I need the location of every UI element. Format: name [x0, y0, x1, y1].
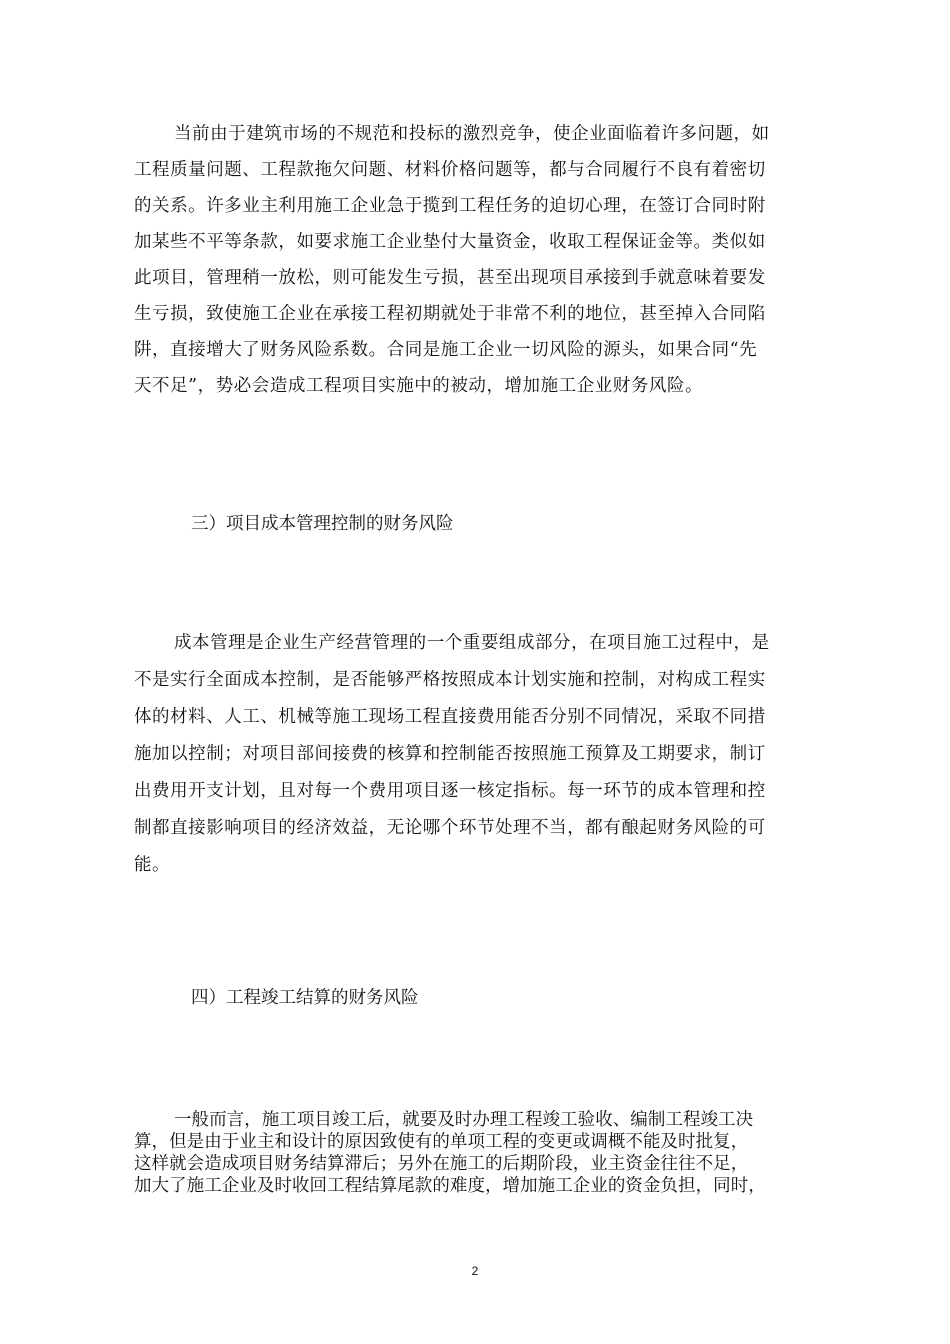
paragraph-line: 这样就会造成项目财务结算滞后；另外在施工的后期阶段，业主资金往往不足， — [134, 1154, 749, 1174]
section-heading-cost-management: 三）项目成本管理控制的财务风险 — [191, 514, 454, 534]
section-heading-completion-settlement: 四）工程竣工结算的财务风险 — [191, 988, 419, 1008]
paragraph-line: 不是实行全面成本控制，是否能够严格按照成本计划实施和控制，对构成工程实 — [134, 670, 766, 690]
page-number: 2 — [471, 1264, 479, 1278]
paragraph-line: 施加以控制；对项目部间接费的核算和控制能否按照施工预算及工期要求，制订 — [134, 744, 766, 764]
paragraph-line: 加大了施工企业及时收回工程结算尾款的难度，增加施工企业的资金负担，同时， — [134, 1176, 766, 1196]
paragraph-line: 的关系。许多业主利用施工企业急于揽到工程任务的迫切心理，在签订合同时附 — [134, 196, 766, 216]
paragraph-line: 算，但是由于业主和设计的原因致使有的单项工程的变更或调概不能及时批复， — [134, 1132, 749, 1152]
paragraph-line: 一般而言，施工项目竣工后，就要及时办理工程竣工验收、编制工程竣工决 — [174, 1110, 754, 1130]
paragraph-line: 出费用开支计划，且对每一个费用项目逐一核定指标。每一环节的成本管理和控 — [134, 781, 766, 801]
paragraph-line: 工程质量问题、工程款拖欠问题、材料价格问题等，都与合同履行不良有着密切 — [134, 160, 766, 180]
paragraph-line: 成本管理是企业生产经营管理的一个重要组成部分，在项目施工过程中，是 — [174, 633, 770, 653]
paragraph-line: 能。 — [134, 855, 171, 875]
paragraph-line: 生亏损，致使施工企业在承接工程初期就处于非常不利的地位，甚至掉入合同陷 — [134, 304, 766, 324]
paragraph-line: 制都直接影响项目的经济效益，无论哪个环节处理不当，都有酿起财务风险的可 — [134, 818, 766, 838]
paragraph-line: 体的材料、人工、机械等施工现场工程直接费用能否分别不同情况，采取不同措 — [134, 707, 766, 727]
paragraph-line: 此项目，管理稍一放松，则可能发生亏损，甚至出现项目承接到手就意味着要发 — [134, 268, 766, 288]
paragraph-line: 加某些不平等条款，如要求施工企业垫付大量资金，收取工程保证金等。类似如 — [134, 232, 766, 252]
paragraph-line: 阱，直接增大了财务风险系数。合同是施工企业一切风险的源头，如果合同“先 — [134, 340, 758, 360]
paragraph-line: 天不足”，势必会造成工程项目实施中的被动，增加施工企业财务风险。 — [134, 376, 704, 396]
paragraph-line: 当前由于建筑市场的不规范和投标的激烈竞争，使企业面临着许多问题，如 — [174, 124, 770, 144]
